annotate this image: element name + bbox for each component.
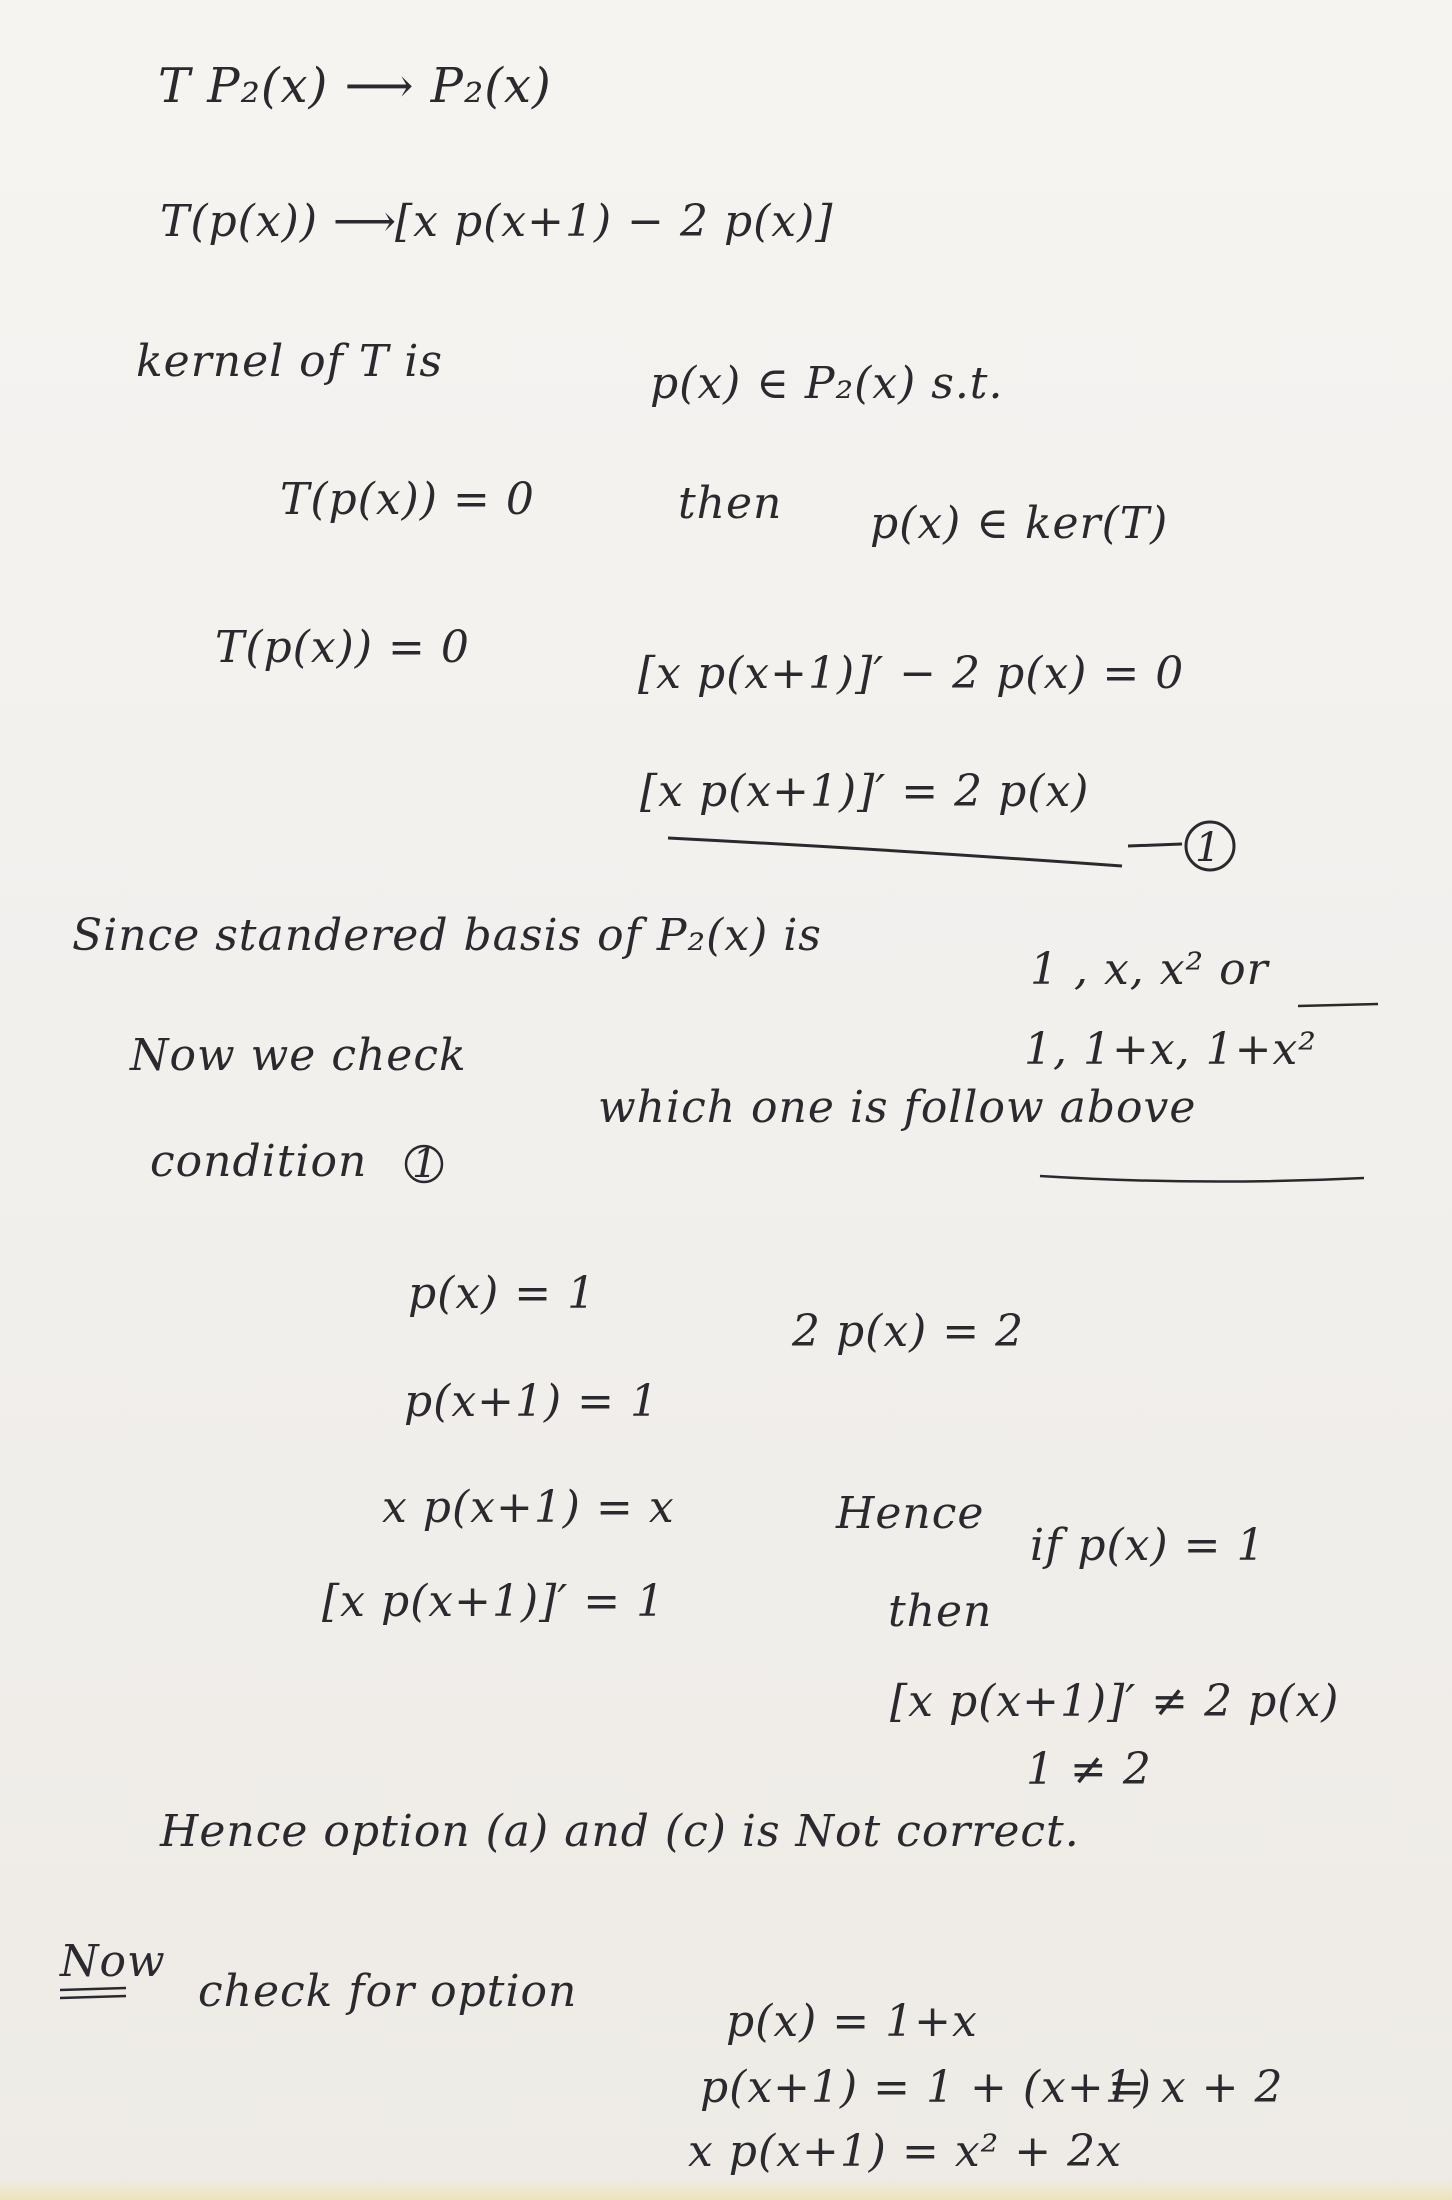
now-check-text: check for option bbox=[198, 1966, 578, 2017]
equation-b: [x p(x+1)]′ = 2 p(x) bbox=[640, 766, 1090, 817]
now-underline-2 bbox=[60, 1996, 126, 1998]
page-bottom-shadow bbox=[0, 2178, 1452, 2200]
equation-a-rhs: [x p(x+1)]′ − 2 p(x) = 0 bbox=[638, 648, 1185, 699]
kernel-line-b: p(x) ∈ P₂(x) s.t. bbox=[650, 358, 1004, 409]
work-line-5: [x p(x+1)]′ ≠ 2 p(x) bbox=[890, 1676, 1340, 1727]
now-check-label: Now bbox=[60, 1936, 166, 1987]
kernel-line-d: then bbox=[678, 478, 783, 529]
option-line-2-right: = x + 2 bbox=[1108, 2062, 1284, 2113]
map-definition: T P₂(x) ⟶ P₂(x) bbox=[158, 58, 552, 114]
now-line-c: 1, 1+x, 1+x² bbox=[1024, 1024, 1317, 1075]
since-line-a: Since standered basis of P₂(x) is bbox=[72, 910, 822, 961]
option-line-3: x p(x+1) = x² + 2x bbox=[688, 2126, 1122, 2177]
work-line-1: p(x) = 1 bbox=[408, 1268, 597, 1319]
condition-tag-circle bbox=[406, 1141, 442, 1187]
hence-line: Hence option (a) and (c) is Not correct. bbox=[160, 1806, 1080, 1857]
since-line-b: 1 , x, x² or bbox=[1030, 944, 1269, 995]
equation-underline bbox=[668, 838, 1122, 866]
now-underline-1 bbox=[60, 1988, 126, 1990]
work-line-1-right: 2 p(x) = 2 bbox=[792, 1306, 1025, 1357]
now-line-b: which one is follow above bbox=[598, 1082, 1197, 1133]
equation-tag-dash bbox=[1128, 844, 1182, 846]
or-underline bbox=[1298, 1004, 1378, 1006]
condition-tag: 1 bbox=[412, 1141, 439, 1187]
work-line-3-right-a: Hence bbox=[836, 1488, 985, 1539]
map-rule-rhs: [x p(x+1) − 2 p(x)] bbox=[395, 196, 834, 247]
follow-above-underline bbox=[1040, 1176, 1364, 1182]
now-line-a: Now we check bbox=[130, 1030, 467, 1081]
work-line-3-right-b: if p(x) = 1 bbox=[1030, 1520, 1266, 1571]
work-line-4: [x p(x+1)]′ = 1 bbox=[322, 1576, 666, 1627]
work-line-2: p(x+1) = 1 bbox=[404, 1376, 660, 1427]
condition-label: condition bbox=[150, 1136, 368, 1187]
kernel-line-a: kernel of T is bbox=[136, 336, 443, 387]
equation-b-tag: 1 bbox=[1195, 825, 1222, 871]
map-rule-lhs: T(p(x)) ⟶ bbox=[160, 196, 398, 247]
option-line-1: p(x) = 1+x bbox=[726, 1996, 978, 2047]
work-line-6: 1 ≠ 2 bbox=[1026, 1744, 1152, 1795]
option-line-2: p(x+1) = 1 + (x+1) bbox=[700, 2062, 1152, 2113]
work-line-4-right: then bbox=[888, 1586, 993, 1637]
work-line-3: x p(x+1) = x bbox=[382, 1482, 675, 1533]
equation-a-lhs: T(p(x)) = 0 bbox=[215, 622, 470, 673]
kernel-line-e: p(x) ∈ ker(T) bbox=[870, 498, 1169, 549]
equation-tag-circle bbox=[1186, 822, 1234, 870]
kernel-line-c: T(p(x)) = 0 bbox=[280, 474, 535, 525]
